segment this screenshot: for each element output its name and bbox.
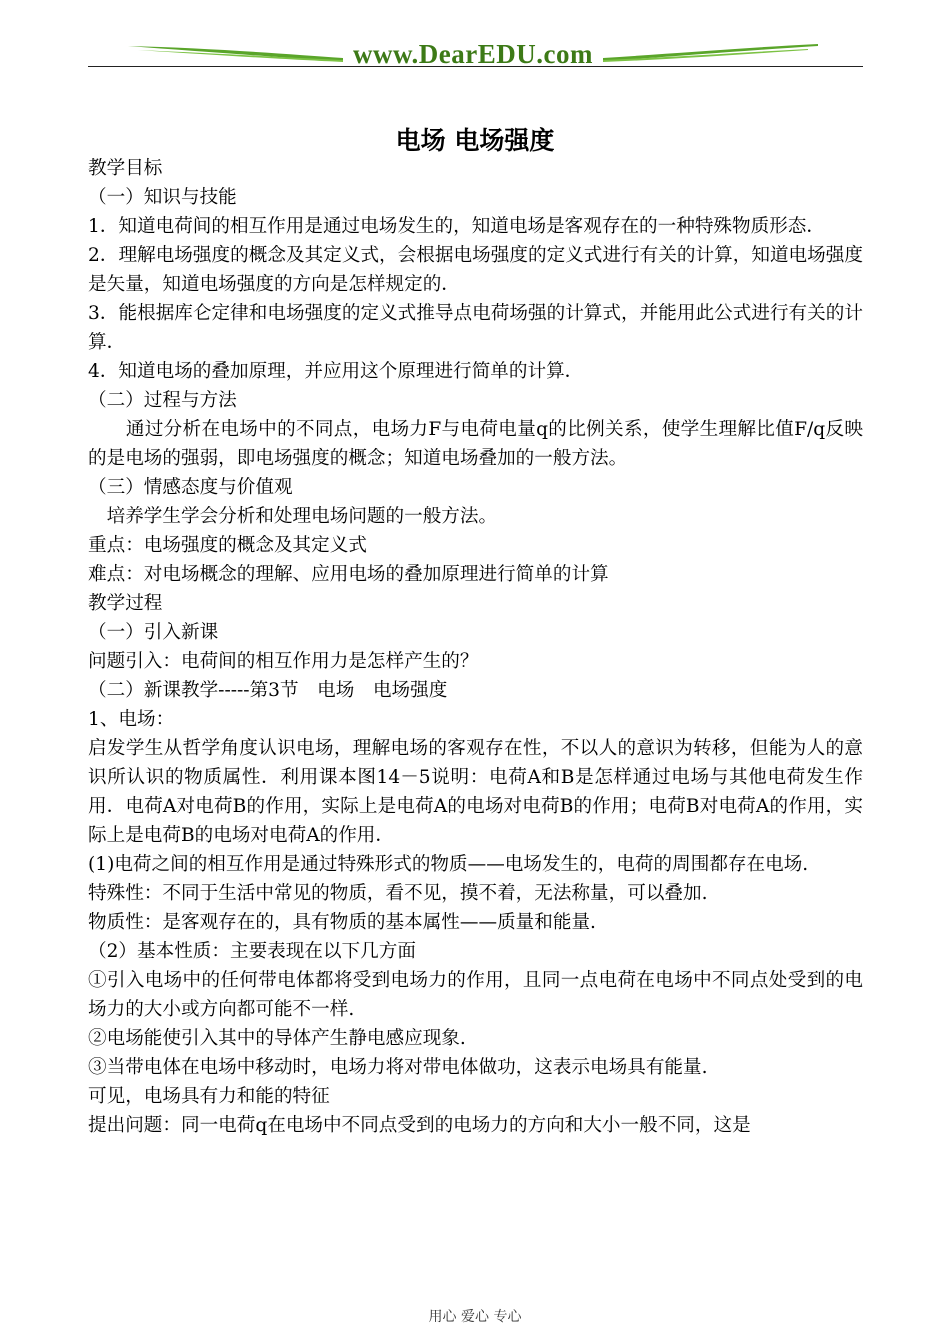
- paragraph: （一）引入新课: [88, 622, 219, 643]
- paragraph: 物质性：是客观存在的，具有物质的基本属性——质量和能量.: [88, 912, 596, 933]
- header-rule: [88, 66, 863, 67]
- paragraph: 1．知道电荷间的相互作用是通过电场发生的，知道电场是客观存在的一种特殊物质形态．: [88, 216, 825, 237]
- paragraph: 3．能根据库仑定律和电场强度的定义式推导点电荷场强的计算式，并能用此公式进行有关的计算．: [88, 303, 863, 353]
- paragraph: 难点：对电场概念的理解、应用电场的叠加原理进行简单的计算: [88, 564, 609, 585]
- paragraph: 2．理解电场强度的概念及其定义式，会根据电场强度的定义式进行有关的计算，知道电场强度是矢量，知道电场强度的方向是怎样规定的．: [88, 245, 863, 295]
- paragraph: 1、电场：: [88, 709, 175, 730]
- paragraph: 问题引入：电荷间的相互作用力是怎样产生的？: [88, 651, 479, 672]
- paragraph: 教学过程: [88, 593, 163, 614]
- paragraph: ②电场能使引入其中的导体产生静电感应现象.: [88, 1028, 466, 1049]
- paragraph: ①引入电场中的任何带电体都将受到电场力的作用，且同一点电荷在电场中不同点处受到的电场力的大小或方向都可能不一样.: [88, 970, 863, 1020]
- paragraph: 启发学生从哲学角度认识电场，理解电场的客观存在性，不以人的意识为转移，但能为人的意识所认识的物质属性．利用课本图14－5说明：电荷A和B是怎样通过电场与其他电荷发生作用．电荷A对电荷B的作用，实际上是电荷A的电场对电荷B的作用；电荷B对电荷A的作用，实际上是电荷B的电场对电荷A的作用．: [88, 738, 863, 846]
- site-header: [88, 36, 863, 70]
- paragraph: 通过分析在电场中的不同点，电场力F与电荷电量q的比例关系，使学生理解比值F/q反映的是电场的强弱，即电场强度的概念；知道电场叠加的一般方法。: [88, 419, 863, 469]
- paragraph: （一）知识与技能: [88, 187, 237, 208]
- paragraph: ③当带电体在电场中移动时，电场力将对带电体做功，这表示电场具有能量.: [88, 1057, 708, 1078]
- paragraph: （三）情感态度与价值观: [88, 477, 293, 498]
- paragraph: 4．知道电场的叠加原理，并应用这个原理进行简单的计算．: [88, 361, 584, 382]
- document-body: [88, 154, 863, 1140]
- paragraph: （二）新课教学-----第3节 电场 电场强度: [88, 680, 448, 701]
- paragraph: （2）基本性质：主要表现在以下几方面: [88, 941, 416, 962]
- page-footer: 用心 爱心 专心: [428, 1309, 522, 1325]
- paragraph: 教学目标: [88, 158, 163, 179]
- site-logo[interactable]: www.DearEDU.com: [353, 39, 593, 69]
- paragraph: 可见，电场具有力和能的特征: [88, 1086, 330, 1107]
- paragraph: 培养学生学会分析和处理电场问题的一般方法。: [88, 506, 498, 527]
- paragraph: 提出问题：同一电荷q在电场中不同点受到的电场力的方向和大小一般不同，这是: [88, 1115, 751, 1136]
- paragraph: （二）过程与方法: [88, 390, 237, 411]
- paragraph: 重点：电场强度的概念及其定义式: [88, 535, 367, 556]
- paragraph: (1)电荷之间的相互作用是通过特殊形式的物质——电场发生的，电荷的周围都存在电场.: [88, 854, 809, 875]
- page-title: 电场 电场强度: [395, 126, 555, 155]
- paragraph: 特殊性：不同于生活中常见的物质，看不见，摸不着，无法称量，可以叠加.: [88, 883, 708, 904]
